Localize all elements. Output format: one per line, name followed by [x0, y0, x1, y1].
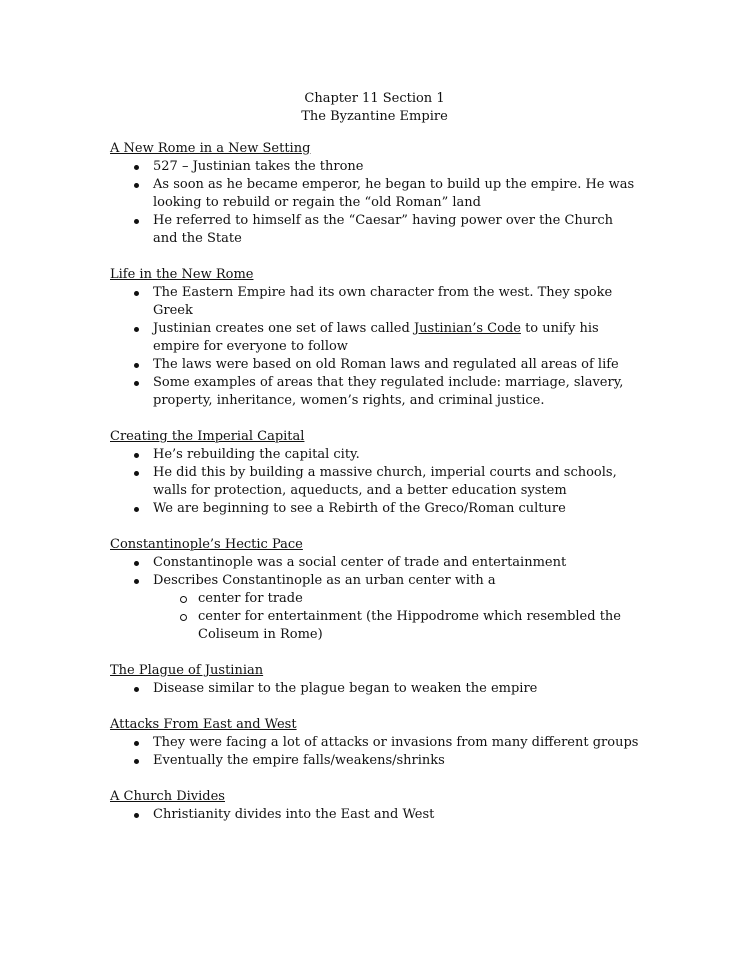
section-heading: Life in the New Rome [110, 267, 254, 282]
bullet-item: Some examples of areas that they regulated include: marriage, slavery, property, inheritance, women’s rights, and criminal justice. [110, 374, 640, 410]
sub-bullet-item: center for trade [110, 590, 640, 608]
section-constantinople [110, 536, 640, 644]
bullet-item: He referred to himself as the “Caesar” having power over the Church and the State [110, 212, 640, 248]
section-heading: The Plague of Justinian [110, 663, 264, 678]
title-block [0, 90, 749, 126]
bullet-list [110, 734, 640, 770]
bullet-list [110, 284, 640, 410]
bullet-item: He did this by building a massive church, imperial courts and schools, walls for protection, aqueducts, and a better education system [110, 464, 640, 500]
chapter-title: Chapter 11 Section 1 [304, 91, 445, 106]
section-plague [110, 662, 640, 698]
section-title: The Byzantine Empire [301, 109, 448, 124]
bullet-item: As soon as he became emperor, he began to build up the empire. He was looking to rebuild or regain the “old Roman” land [110, 176, 640, 212]
bullet-item: Constantinople was a social center of trade and entertainment [110, 554, 640, 572]
section-heading: Constantinople’s Hectic Pace [110, 537, 303, 552]
bullet-item: Disease similar to the plague began to weaken the empire [110, 680, 640, 698]
bullet-list [110, 446, 640, 518]
sub-bullet-item: center for entertainment (the Hippodrome which resembled the Coliseum in Rome) [110, 608, 640, 644]
bullet-item: He’s rebuilding the capital city. [110, 446, 640, 464]
bullet-list [110, 806, 640, 824]
section-heading: Creating the Imperial Capital [110, 429, 305, 444]
bullet-item [110, 572, 640, 644]
section-church-divides [110, 788, 640, 824]
bullet-list [110, 554, 640, 644]
bullet-item: Christianity divides into the East and West [110, 806, 640, 824]
section-life-new-rome [110, 266, 640, 410]
section-new-rome [110, 140, 640, 248]
bullet-list [110, 680, 640, 698]
section-heading: A New Rome in a New Setting [110, 141, 311, 156]
bullet-text: to unify his empire for everyone to follow [153, 321, 599, 354]
section-imperial-capital [110, 428, 640, 518]
bullet-item: 527 – Justinian takes the throne [110, 158, 640, 176]
bullet-item: They were facing a lot of attacks or invasions from many different groups [110, 734, 640, 752]
bullet-item: The Eastern Empire had its own character from the west. They spoke Greek [110, 284, 640, 320]
bullet-text: Describes Constantinople as an urban center with a [153, 573, 496, 588]
bullet-text: Justinian creates one set of laws called [153, 321, 414, 336]
bullet-item: Eventually the empire falls/weakens/shrinks [110, 752, 640, 770]
bullet-item: We are beginning to see a Rebirth of the Greco/Roman culture [110, 500, 640, 518]
bullet-item [110, 320, 640, 356]
notes-content [110, 140, 640, 842]
bullet-item: The laws were based on old Roman laws and regulated all areas of life [110, 356, 640, 374]
section-heading: A Church Divides [110, 789, 225, 804]
bullet-list [110, 158, 640, 248]
section-heading: Attacks From East and West [110, 717, 297, 732]
section-attacks [110, 716, 640, 770]
justinians-code-term: Justinian’s Code [413, 321, 521, 336]
sub-bullet-list [153, 590, 640, 644]
